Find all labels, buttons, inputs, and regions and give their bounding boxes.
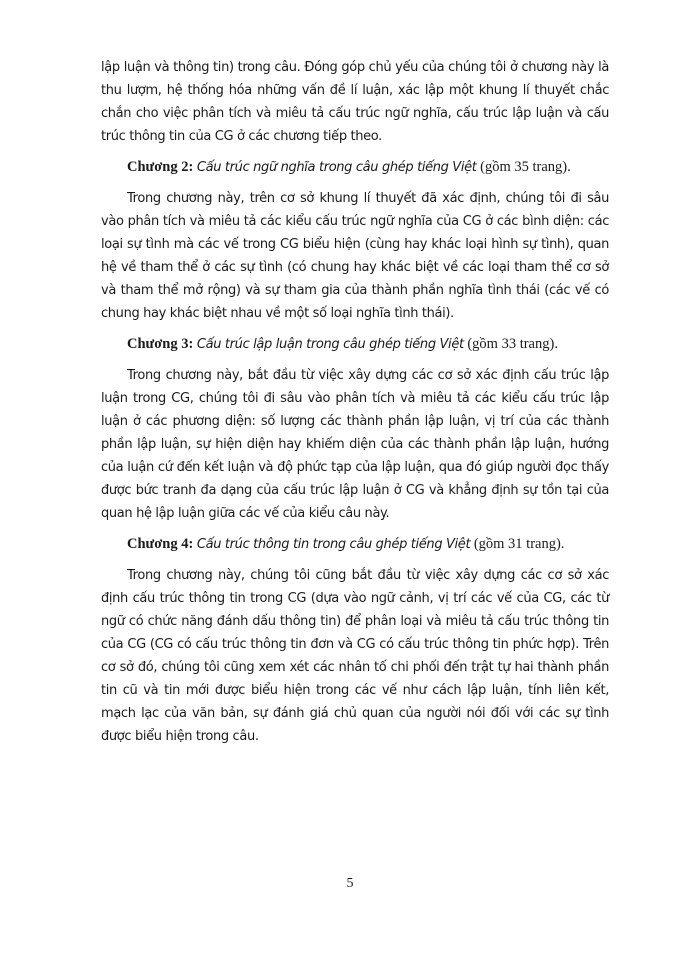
chapter-3-paragraph: Trong chương này, bắt đầu từ việc xây dựng các cơ sở xác định cấu trúc lập luận trong CG, chúng tôi đi sâu vào phân tích và miêu tả các kiểu cấu trúc lập luận ở các phương diện: số lượng các thành phần lập luận, vị trí của các thành phần lập luận, sự hiện diện hay khiếm diện của các thành phần lập luận, hướng của luận cứ đến kết luận và độ phức tạp của lập luận, qua đó giúp người đọc thấy được bức tranh đa dạng của cấu trúc lập luận ở CG và khẳng định sự tồn tại của quan hệ lập luận giữa các vế của kiểu câu này.	[101, 368, 609, 521]
chapter-4-paragraph: Trong chương này, chúng tôi cũng bắt đầu từ việc xây dựng các cơ sở xác định cấu trúc thông tin trong CG (dựa vào ngữ cảnh, vị trí các vế của CG, các từ ngữ có chức năng đánh dấu thông tin) để phân loại và miêu tả cấu trúc thông tin của CG (CG có cấu trúc thông tin đơn và CG có cấu trúc thông tin phức hợp). Trên cơ sở đó, chúng tôi cũng xem xét các nhân tố chi phối đến trật tự hai thành phần tin cũ và tin mới được biểu hiện trong các vế như cách lập luận, tính liên kết, mạch lạc của văn bản, sự đánh giá chủ quan của người nói đối với các sự tình được biểu hiện trong câu.	[101, 568, 609, 744]
chapter-2-title: Cấu trúc ngữ nghĩa trong câu ghép tiếng Việt	[196, 160, 477, 175]
chapter-4-label: Chương 4:	[127, 536, 194, 552]
chapter-4-heading	[101, 533, 609, 556]
chapter-3-heading	[101, 333, 609, 356]
chapter-4-title: Cấu trúc thông tin trong câu ghép tiếng Việt	[196, 537, 471, 552]
chapter-3-pages: (gồm 33 trang).	[467, 336, 558, 352]
chapter-3-label: Chương 3:	[127, 336, 194, 352]
chapter-2-pages: (gồm 35 trang).	[480, 159, 571, 175]
chapter-3-title: Cấu trúc lập luận trong câu ghép tiếng Việt	[196, 337, 464, 352]
intro-continuation-paragraph: lập luận và thông tin) trong câu. Đóng góp chủ yếu của chúng tôi ở chương này là thu lượm, hệ thống hóa những vấn đề lí luận, xác lập một khung lí thuyết chắc chắn cho việc phân tích và miêu tả cấu trúc ngữ nghĩa, cấu trúc lập luận và cấu trúc thông tin của CG ở các chương tiếp theo.	[101, 60, 609, 144]
chapter-2-label: Chương 2:	[127, 159, 194, 175]
chapter-4-pages: (gồm 31 trang).	[473, 536, 565, 552]
chapter-2-heading	[101, 156, 609, 179]
chapter-2-paragraph: Trong chương này, trên cơ sở khung lí thuyết đã xác định, chúng tôi đi sâu vào phân tích và miêu tả các kiểu cấu trúc ngữ nghĩa của CG ở các bình diện: các loại sự tình mà các vế trong CG biểu hiện (cùng hay khác loại hình sự tình), quan hệ về tham thể ở các sự tình (có chung hay khác biệt về các loại tham thể cơ sở và tham thể mở rộng) và sự tham gia của thành phần nghĩa tình thái (các vế có chung hay khác biệt nhau về một số loại nghĩa tình thái).	[101, 191, 609, 321]
page-number: 5	[346, 876, 354, 891]
document-page	[101, 56, 609, 748]
